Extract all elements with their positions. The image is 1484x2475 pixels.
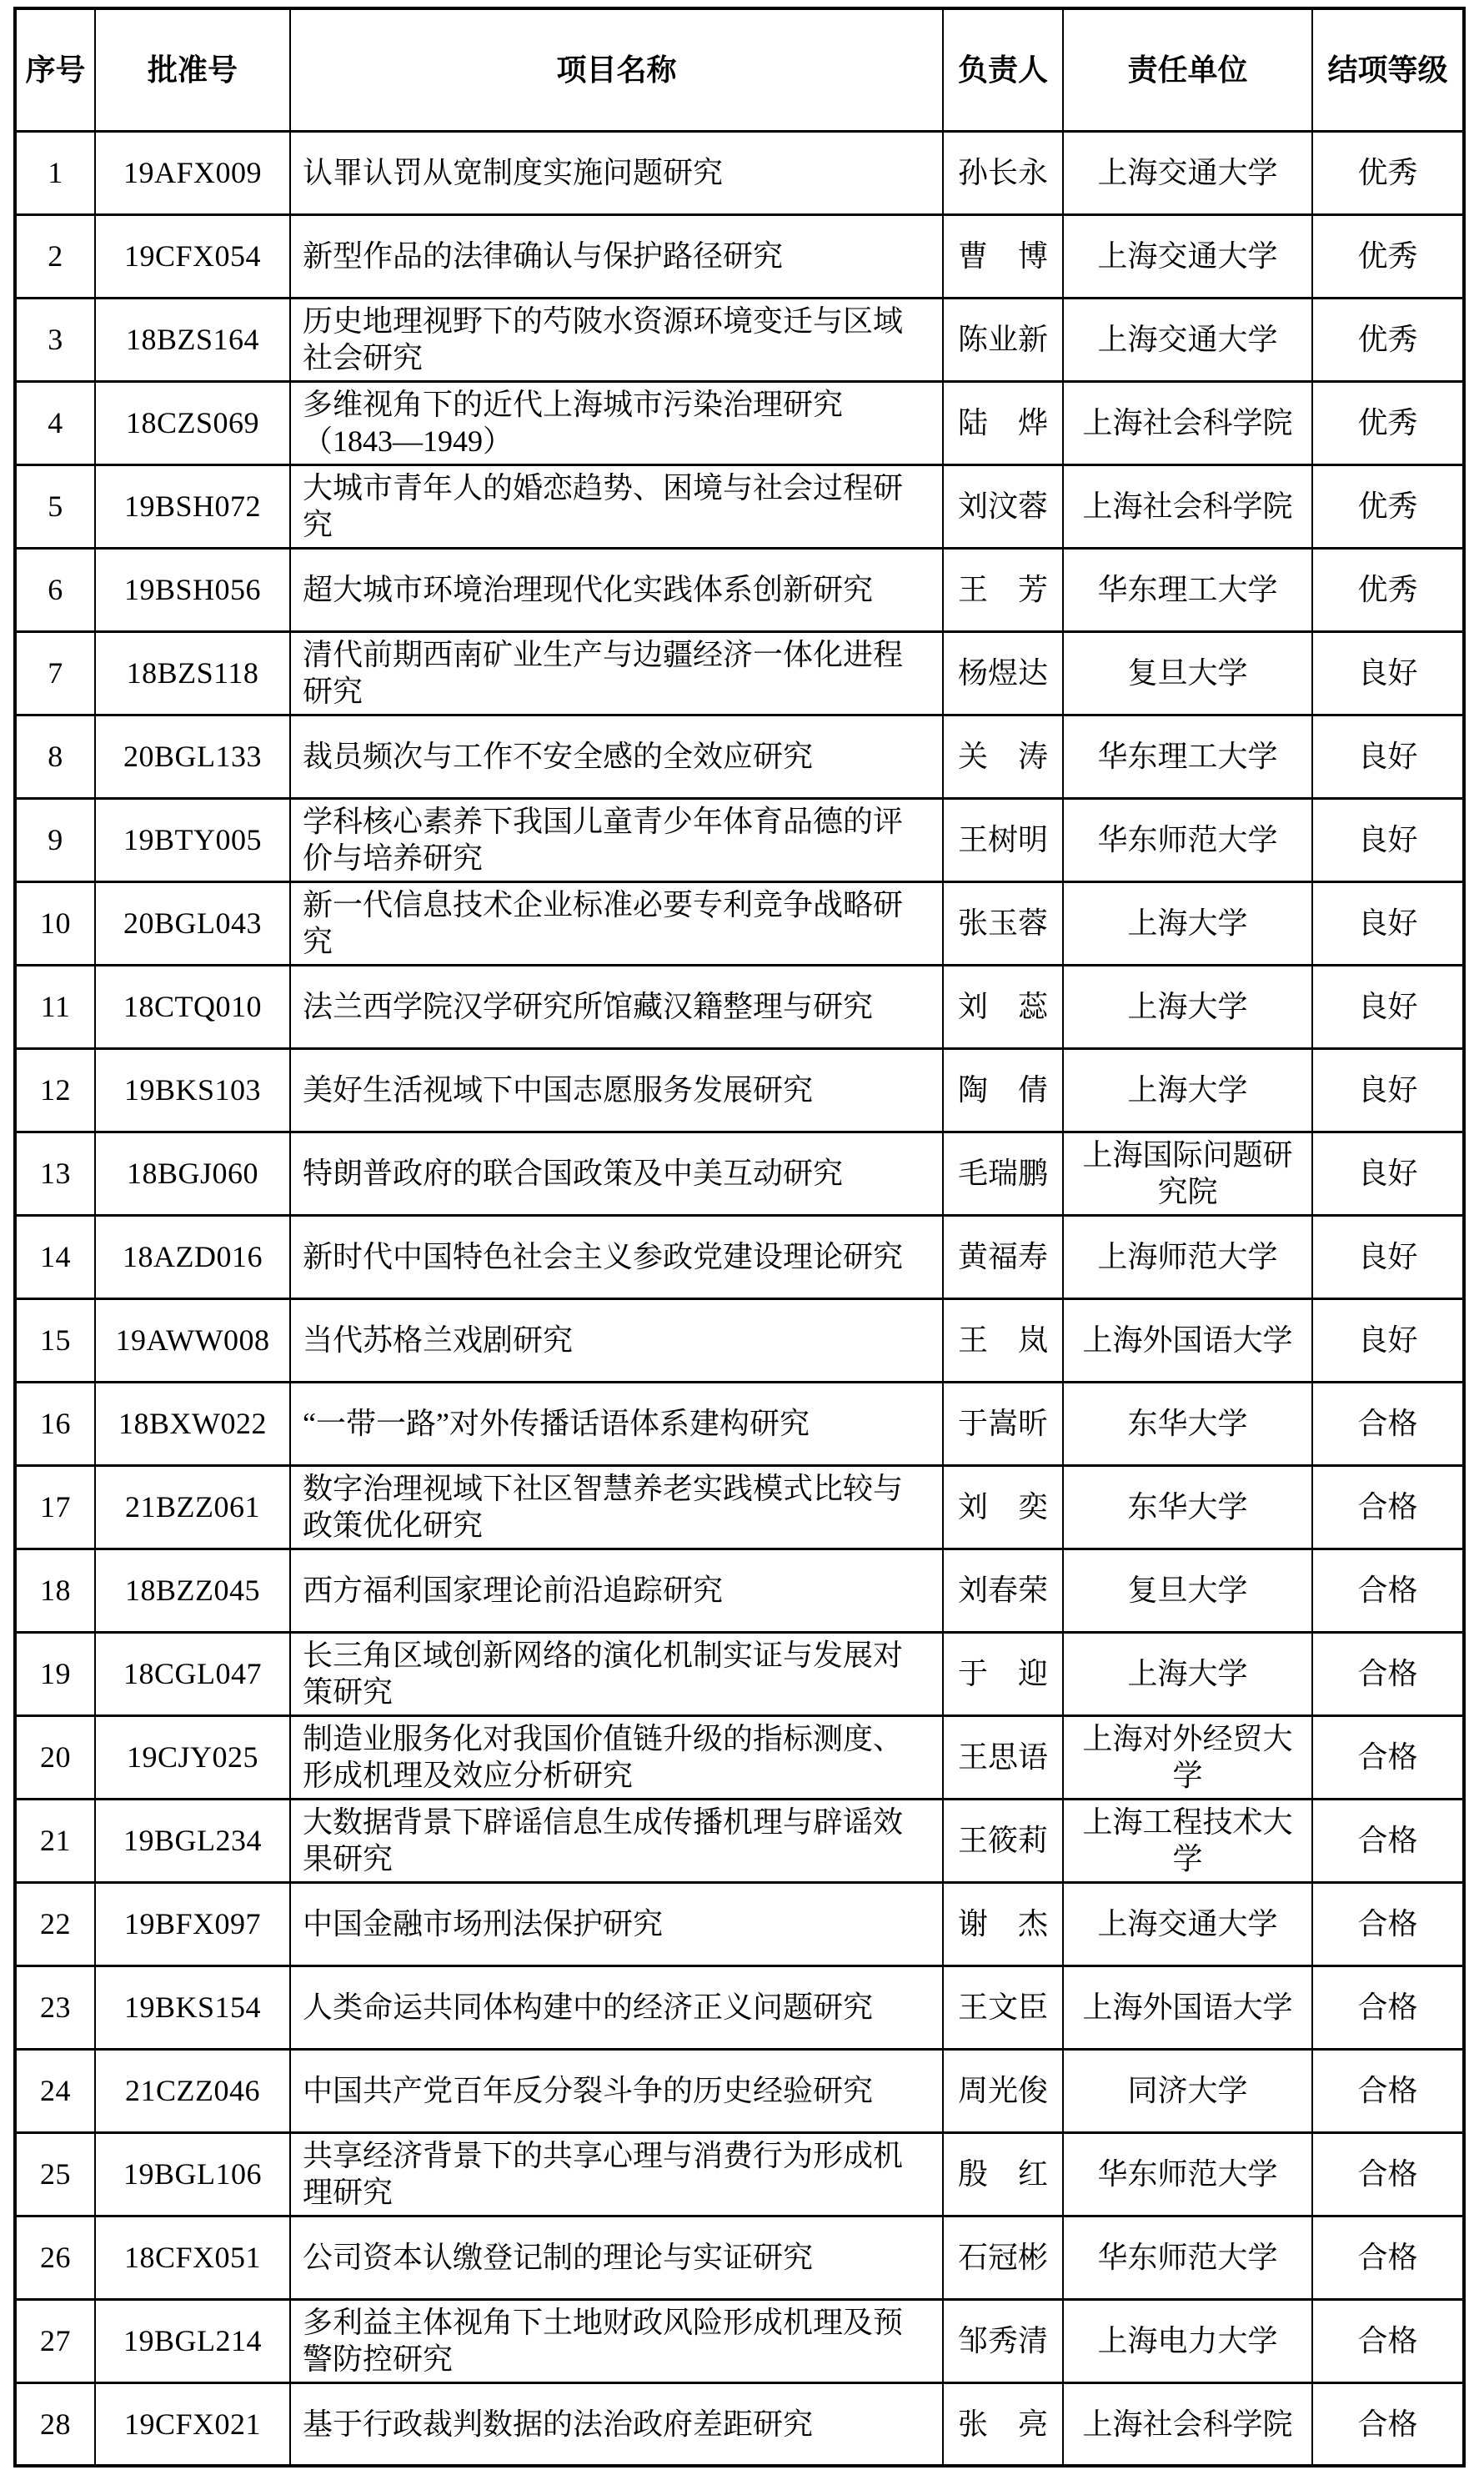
cell-index: 10 [15,881,95,965]
table-row [15,1132,1464,1215]
cell-index: 23 [15,1965,95,2049]
cell-leader: 杨煜达 [943,631,1063,715]
cell-leader: 刘 蕊 [943,965,1063,1048]
cell-approval-no: 19BKS103 [95,1048,290,1132]
cell-approval-no: 18AZD016 [95,1215,290,1298]
cell-leader: 陆 烨 [943,381,1063,464]
header-grade: 结项等级 [1312,8,1464,131]
cell-index: 5 [15,464,95,548]
table-row [15,715,1464,798]
cell-unit: 东华大学 [1063,1382,1312,1465]
table-row [15,2216,1464,2299]
cell-project-name: 法兰西学院汉学研究所馆藏汉籍整理与研究 [290,965,943,1048]
cell-approval-no: 18CZS069 [95,381,290,464]
cell-grade: 合格 [1312,1382,1464,1465]
cell-project-name: 当代苏格兰戏剧研究 [290,1298,943,1382]
table-row [15,881,1464,965]
cell-unit: 上海交通大学 [1063,131,1312,214]
cell-index: 28 [15,2382,95,2466]
cell-grade: 优秀 [1312,131,1464,214]
cell-project-name: 大数据背景下辟谣信息生成传播机理与辟谣效果研究 [290,1799,943,1882]
cell-leader: 于 迎 [943,1632,1063,1715]
table-row [15,1715,1464,1799]
cell-leader: 谢 杰 [943,1882,1063,1965]
cell-unit: 上海社会科学院 [1063,2382,1312,2466]
table-row [15,1799,1464,1882]
cell-unit: 上海工程技术大学 [1063,1799,1312,1882]
cell-grade: 合格 [1312,1799,1464,1882]
cell-unit: 上海外国语大学 [1063,1298,1312,1382]
table-row [15,1632,1464,1715]
cell-grade: 合格 [1312,2299,1464,2382]
cell-grade: 良好 [1312,1048,1464,1132]
cell-project-name: 多维视角下的近代上海城市污染治理研究（1843—1949） [290,381,943,464]
cell-unit: 东华大学 [1063,1465,1312,1549]
cell-unit: 上海交通大学 [1063,214,1312,298]
cell-leader: 孙长永 [943,131,1063,214]
cell-grade: 合格 [1312,1965,1464,2049]
cell-grade: 优秀 [1312,298,1464,381]
cell-leader: 陈业新 [943,298,1063,381]
cell-leader: 黄福寿 [943,1215,1063,1298]
cell-grade: 良好 [1312,631,1464,715]
cell-leader: 于嵩昕 [943,1382,1063,1465]
projects-table [13,7,1466,2467]
table-row [15,548,1464,631]
cell-leader: 王 芳 [943,548,1063,631]
cell-unit: 华东理工大学 [1063,715,1312,798]
cell-grade: 优秀 [1312,381,1464,464]
cell-unit: 上海电力大学 [1063,2299,1312,2382]
header-unit: 责任单位 [1063,8,1312,131]
header-project-name: 项目名称 [290,8,943,131]
cell-unit: 上海交通大学 [1063,298,1312,381]
cell-project-name: 数字治理视域下社区智慧养老实践模式比较与政策优化研究 [290,1465,943,1549]
cell-grade: 良好 [1312,881,1464,965]
table-row [15,1965,1464,2049]
cell-leader: 张 亮 [943,2382,1063,2466]
table-body [15,131,1464,2466]
cell-leader: 王筱莉 [943,1799,1063,1882]
table-row [15,2382,1464,2466]
cell-project-name: 人类命运共同体构建中的经济正义问题研究 [290,1965,943,2049]
table-row [15,2299,1464,2382]
cell-index: 11 [15,965,95,1048]
header-row [15,8,1464,131]
cell-unit: 华东师范大学 [1063,2216,1312,2299]
cell-index: 3 [15,298,95,381]
cell-grade: 良好 [1312,1215,1464,1298]
cell-approval-no: 21CZZ046 [95,2049,290,2132]
cell-index: 27 [15,2299,95,2382]
cell-grade: 合格 [1312,1632,1464,1715]
cell-index: 6 [15,548,95,631]
cell-grade: 合格 [1312,2132,1464,2216]
cell-unit: 上海大学 [1063,881,1312,965]
table-row [15,1549,1464,1632]
cell-project-name: 长三角区域创新网络的演化机制实证与发展对策研究 [290,1632,943,1715]
cell-leader: 曹 博 [943,214,1063,298]
cell-approval-no: 19BKS154 [95,1965,290,2049]
cell-index: 4 [15,381,95,464]
table-row [15,214,1464,298]
cell-index: 16 [15,1382,95,1465]
cell-leader: 殷 红 [943,2132,1063,2216]
cell-grade: 良好 [1312,1132,1464,1215]
cell-project-name: 新型作品的法律确认与保护路径研究 [290,214,943,298]
cell-approval-no: 19BGL234 [95,1799,290,1882]
table-row [15,2132,1464,2216]
header-approval-no: 批准号 [95,8,290,131]
cell-project-name: 学科核心素养下我国儿童青少年体育品德的评价与培养研究 [290,798,943,881]
cell-project-name: 多利益主体视角下土地财政风险形成机理及预警防控研究 [290,2299,943,2382]
table-row [15,131,1464,214]
cell-grade: 良好 [1312,1298,1464,1382]
cell-grade: 合格 [1312,2049,1464,2132]
cell-project-name: 中国金融市场刑法保护研究 [290,1882,943,1965]
cell-project-name: 超大城市环境治理现代化实践体系创新研究 [290,548,943,631]
cell-grade: 合格 [1312,1465,1464,1549]
table-row [15,298,1464,381]
cell-index: 24 [15,2049,95,2132]
cell-leader: 石冠彬 [943,2216,1063,2299]
cell-approval-no: 18BZS164 [95,298,290,381]
cell-approval-no: 19CJY025 [95,1715,290,1799]
cell-leader: 刘汶蓉 [943,464,1063,548]
table-row [15,1382,1464,1465]
cell-project-name: 基于行政裁判数据的法治政府差距研究 [290,2382,943,2466]
cell-index: 9 [15,798,95,881]
cell-index: 14 [15,1215,95,1298]
cell-approval-no: 19BGL106 [95,2132,290,2216]
cell-project-name: 西方福利国家理论前沿追踪研究 [290,1549,943,1632]
cell-index: 22 [15,1882,95,1965]
cell-project-name: 美好生活视域下中国志愿服务发展研究 [290,1048,943,1132]
cell-unit: 上海国际问题研究院 [1063,1132,1312,1215]
cell-grade: 优秀 [1312,548,1464,631]
table-row [15,1882,1464,1965]
cell-project-name: 裁员频次与工作不安全感的全效应研究 [290,715,943,798]
cell-leader: 王思语 [943,1715,1063,1799]
table-row [15,965,1464,1048]
cell-approval-no: 19CFX021 [95,2382,290,2466]
cell-index: 25 [15,2132,95,2216]
cell-project-name: 制造业服务化对我国价值链升级的指标测度、形成机理及效应分析研究 [290,1715,943,1799]
cell-grade: 合格 [1312,1715,1464,1799]
cell-unit: 华东师范大学 [1063,798,1312,881]
cell-approval-no: 18CFX051 [95,2216,290,2299]
cell-project-name: 认罪认罚从宽制度实施问题研究 [290,131,943,214]
cell-approval-no: 19AWW008 [95,1298,290,1382]
cell-unit: 华东师范大学 [1063,2132,1312,2216]
cell-project-name: 新一代信息技术企业标准必要专利竞争战略研究 [290,881,943,965]
cell-unit: 同济大学 [1063,2049,1312,2132]
cell-grade: 合格 [1312,2382,1464,2466]
cell-grade: 良好 [1312,965,1464,1048]
table-row [15,1465,1464,1549]
cell-grade: 良好 [1312,715,1464,798]
cell-index: 17 [15,1465,95,1549]
cell-leader: 关 涛 [943,715,1063,798]
table-row [15,2049,1464,2132]
cell-approval-no: 18BGJ060 [95,1132,290,1215]
cell-index: 1 [15,131,95,214]
table-row [15,631,1464,715]
cell-unit: 上海社会科学院 [1063,464,1312,548]
cell-unit: 上海交通大学 [1063,1882,1312,1965]
cell-project-name: “一带一路”对外传播话语体系建构研究 [290,1382,943,1465]
cell-unit: 华东理工大学 [1063,548,1312,631]
cell-leader: 邹秀清 [943,2299,1063,2382]
cell-project-name: 公司资本认缴登记制的理论与实证研究 [290,2216,943,2299]
table-row [15,1048,1464,1132]
cell-project-name: 历史地理视野下的芍陂水资源环境变迁与区域社会研究 [290,298,943,381]
cell-approval-no: 19BTY005 [95,798,290,881]
cell-unit: 上海大学 [1063,965,1312,1048]
cell-project-name: 共享经济背景下的共享心理与消费行为形成机理研究 [290,2132,943,2216]
cell-approval-no: 18BXW022 [95,1382,290,1465]
cell-approval-no: 19BSH056 [95,548,290,631]
cell-leader: 毛瑞鹏 [943,1132,1063,1215]
cell-grade: 良好 [1312,798,1464,881]
table-row [15,464,1464,548]
cell-leader: 陶 倩 [943,1048,1063,1132]
cell-approval-no: 18CGL047 [95,1632,290,1715]
cell-approval-no: 18BZZ045 [95,1549,290,1632]
cell-project-name: 新时代中国特色社会主义参政党建设理论研究 [290,1215,943,1298]
cell-unit: 复旦大学 [1063,631,1312,715]
table-row [15,1215,1464,1298]
table-row [15,381,1464,464]
cell-index: 26 [15,2216,95,2299]
table-header [15,8,1464,131]
cell-grade: 优秀 [1312,214,1464,298]
cell-project-name: 清代前期西南矿业生产与边疆经济一体化进程研究 [290,631,943,715]
header-leader: 负责人 [943,8,1063,131]
cell-unit: 上海外国语大学 [1063,1965,1312,2049]
cell-project-name: 中国共产党百年反分裂斗争的历史经验研究 [290,2049,943,2132]
cell-approval-no: 19BGL214 [95,2299,290,2382]
cell-grade: 优秀 [1312,464,1464,548]
cell-leader: 张玉蓉 [943,881,1063,965]
table-row [15,1298,1464,1382]
cell-unit: 上海对外经贸大学 [1063,1715,1312,1799]
cell-leader: 王文臣 [943,1965,1063,2049]
cell-approval-no: 18BZS118 [95,631,290,715]
cell-leader: 刘春荣 [943,1549,1063,1632]
cell-leader: 刘 奕 [943,1465,1063,1549]
cell-leader: 王树明 [943,798,1063,881]
cell-approval-no: 19AFX009 [95,131,290,214]
cell-unit: 上海师范大学 [1063,1215,1312,1298]
cell-index: 19 [15,1632,95,1715]
cell-index: 20 [15,1715,95,1799]
cell-index: 21 [15,1799,95,1882]
cell-leader: 王 岚 [943,1298,1063,1382]
cell-approval-no: 18CTQ010 [95,965,290,1048]
cell-approval-no: 20BGL133 [95,715,290,798]
cell-index: 18 [15,1549,95,1632]
header-index: 序号 [15,8,95,131]
cell-approval-no: 21BZZ061 [95,1465,290,1549]
cell-index: 12 [15,1048,95,1132]
cell-approval-no: 19BFX097 [95,1882,290,1965]
cell-index: 7 [15,631,95,715]
cell-approval-no: 20BGL043 [95,881,290,965]
cell-approval-no: 19CFX054 [95,214,290,298]
cell-project-name: 大城市青年人的婚恋趋势、困境与社会过程研究 [290,464,943,548]
cell-leader: 周光俊 [943,2049,1063,2132]
cell-approval-no: 19BSH072 [95,464,290,548]
cell-index: 8 [15,715,95,798]
cell-index: 2 [15,214,95,298]
cell-project-name: 特朗普政府的联合国政策及中美互动研究 [290,1132,943,1215]
cell-unit: 上海大学 [1063,1632,1312,1715]
table-row [15,798,1464,881]
cell-grade: 合格 [1312,2216,1464,2299]
cell-index: 13 [15,1132,95,1215]
cell-index: 15 [15,1298,95,1382]
cell-unit: 复旦大学 [1063,1549,1312,1632]
cell-unit: 上海社会科学院 [1063,381,1312,464]
cell-grade: 合格 [1312,1549,1464,1632]
cell-grade: 合格 [1312,1882,1464,1965]
cell-unit: 上海大学 [1063,1048,1312,1132]
